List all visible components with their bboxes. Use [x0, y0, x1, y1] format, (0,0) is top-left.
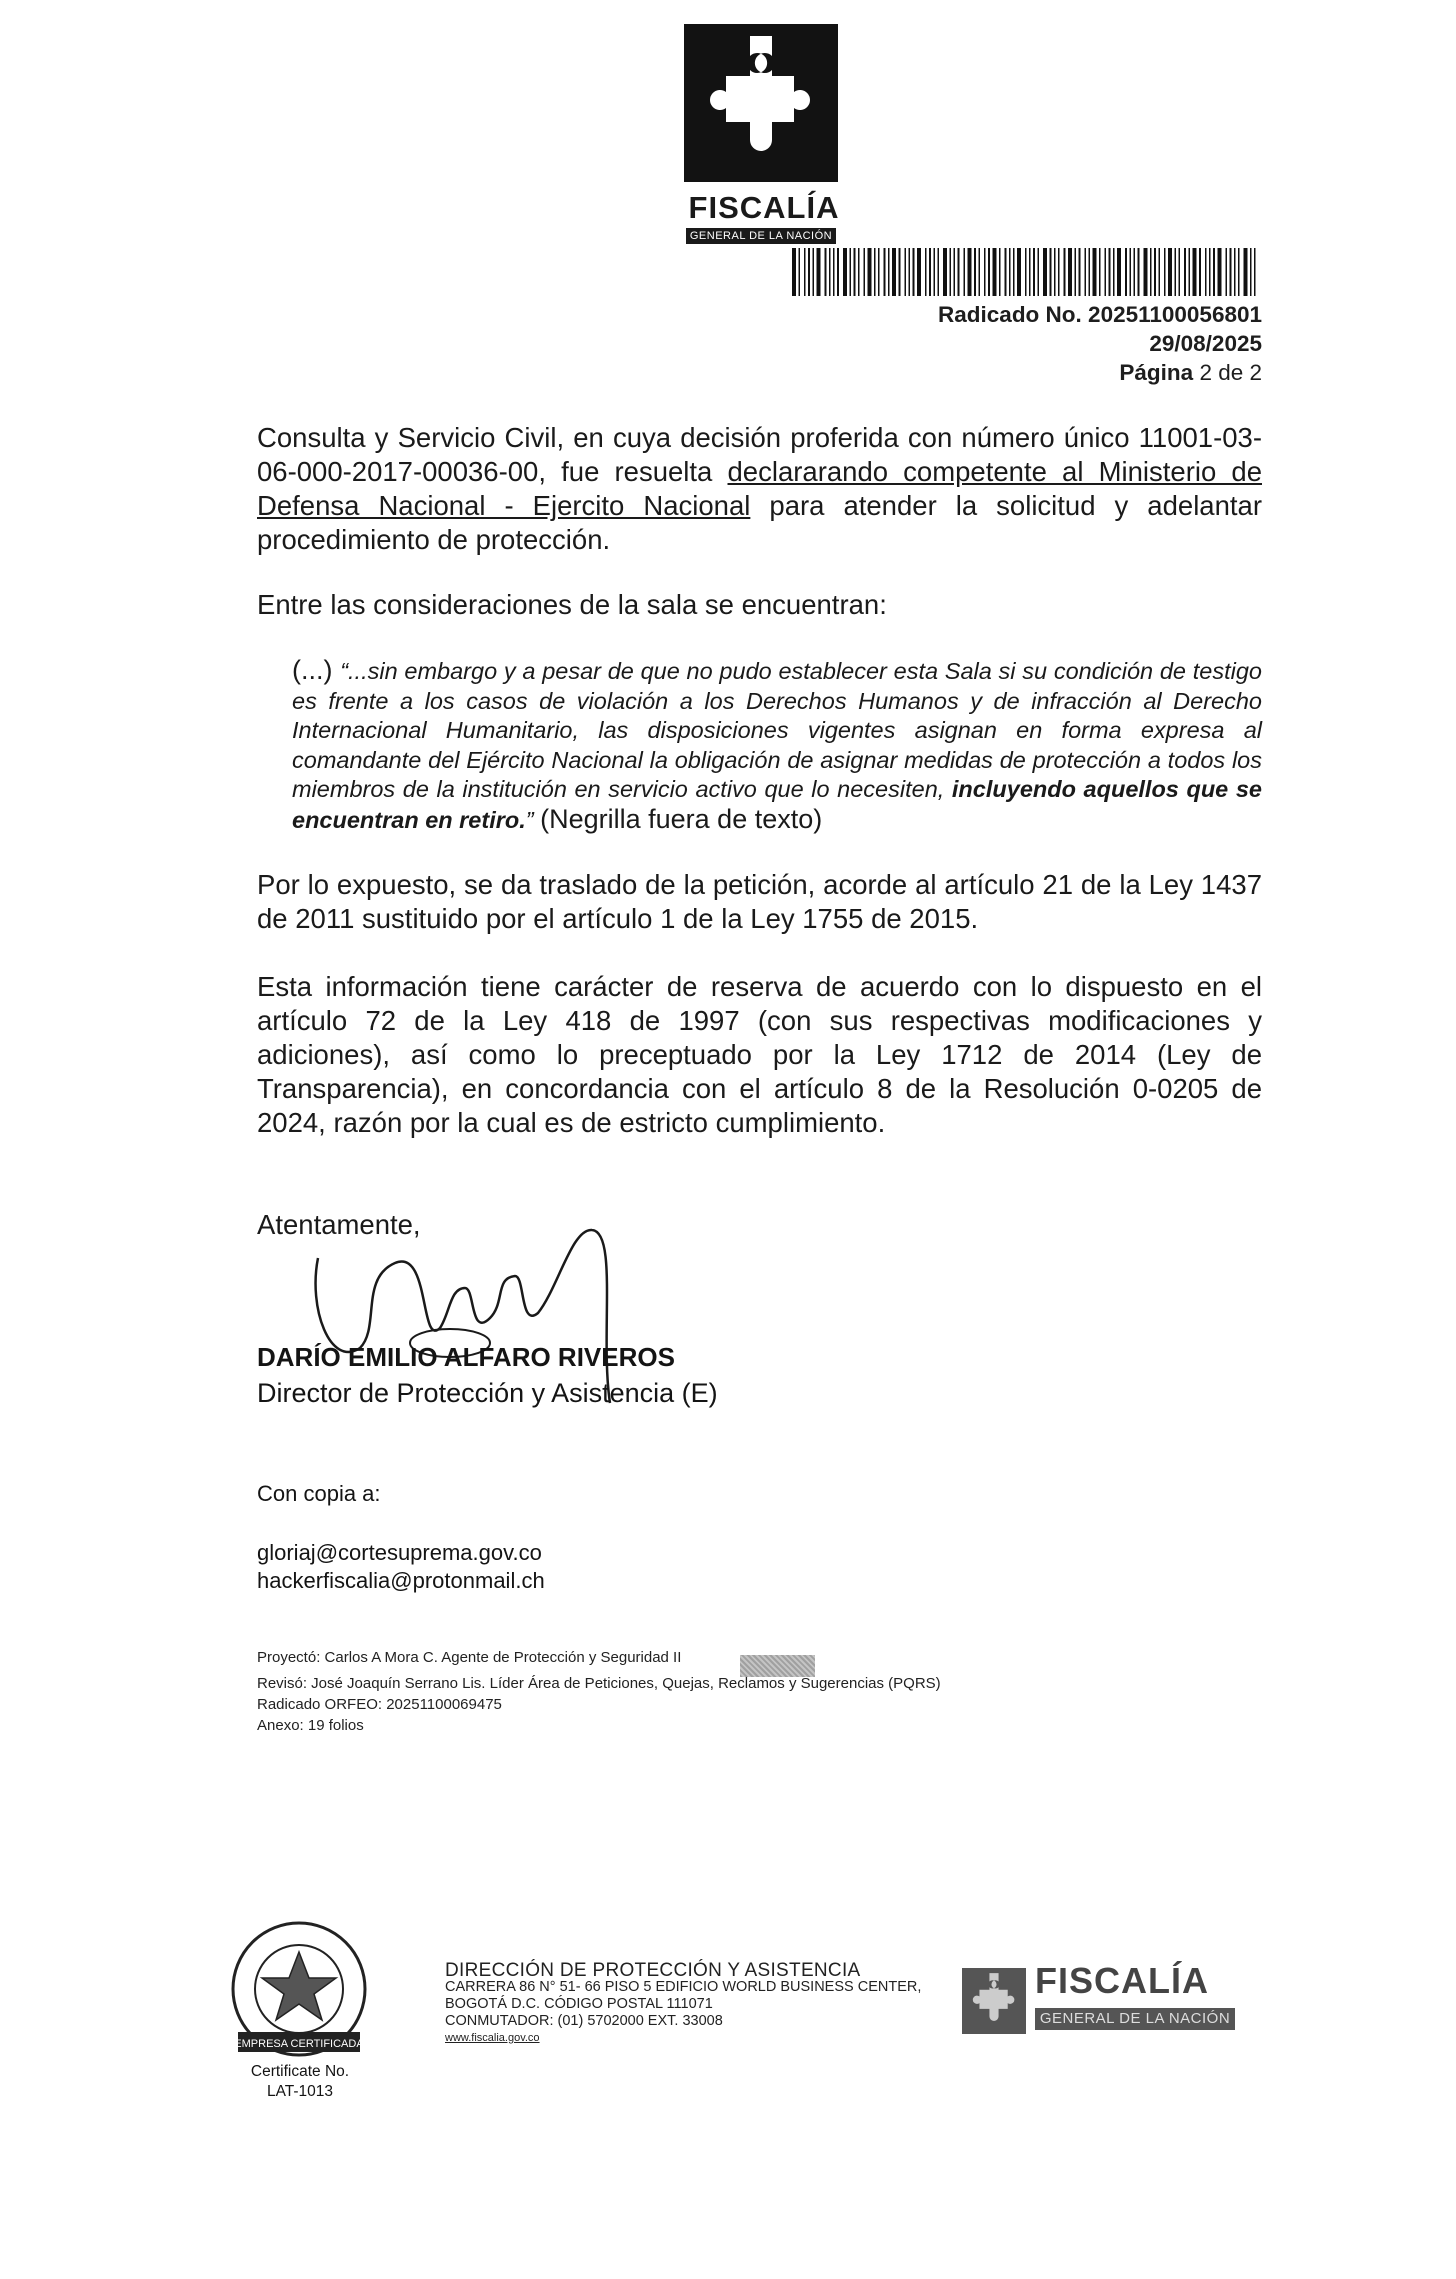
- quote-bold: incluyendo aquellos que se encuentran en retiro.: [292, 776, 1262, 833]
- salutation: Atentamente,: [257, 1209, 421, 1240]
- copy-email-1: gloriaj@cortesuprema.gov.co: [257, 1540, 542, 1565]
- svg-text:EMPRESA CERTIFICADA: EMPRESA CERTIFICADA: [234, 2038, 364, 2050]
- barcode-icon: [792, 248, 1262, 296]
- footer-address: DIRECCIÓN DE PROTECCIÓN Y ASISTENCIA CARRERA 86 N° 51- 66 PISO 5 EDIFICIO WORLD BUSINESS CENTER, BOGOTÁ D.C. CÓDIGO POSTAL 111071 CONMUTADOR: (01) 5702000 EXT. 33008 www.fiscalia.gov.co: [445, 1962, 921, 2047]
- radicado-block: [800, 300, 1262, 387]
- logo-wordmark: FISCALÍA: [688, 190, 840, 225]
- copies-label: Con copia a:: [257, 1481, 381, 1506]
- note-anexo: Anexo: 19 folios: [257, 1717, 364, 1734]
- certification-seal-icon: [230, 1920, 368, 2058]
- note-radicado-orfeo: Radicado ORFEO: 20251100069475: [257, 1696, 502, 1713]
- logo-subtitle: GENERAL DE LA NACIÓN: [686, 228, 836, 244]
- fiscalia-logo: [684, 24, 838, 182]
- underlined-text: declararando competente al Ministerio de Defensa Nacional - Ejercito Nacional: [257, 456, 1262, 521]
- copy-email-2: hackerfiscalia@protonmail.ch: [257, 1568, 545, 1593]
- footer-logo-subtitle: GENERAL DE LA NACIÓN: [1035, 2008, 1235, 2030]
- note-proyecto: Proyectó: Carlos A Mora C. Agente de Protección y Seguridad II: [257, 1649, 682, 1666]
- puzzle-logo-icon: [684, 24, 838, 182]
- radicado-number: Radicado No. 20251100056801: [938, 302, 1262, 327]
- quote-note: (Negrilla fuera de texto): [540, 803, 823, 834]
- footer-logo-wordmark: FISCALÍA: [1035, 1960, 1209, 2001]
- note-reviso: Revisó: José Joaquín Serrano Lis. Líder Área de Peticiones, Quejas, Reclamos y Sugerencias (PQRS): [257, 1675, 941, 1692]
- paragraph-4: Esta información tiene carácter de reserva de acuerdo con lo dispuesto en el artículo 72 de la Ley 418 de 1997 (con sus respectivas modificaciones y adiciones), así como lo preceptuado por la Ley 1712 de 2014 (Ley de Transparencia), en concordancia con el artículo 8 de la Resolución 0-0205 de 2024, razón por la cual es de estricto cumplimiento.: [257, 971, 1262, 1138]
- quote-block: (...) “...sin embargo y a pesar de que no pudo establecer esta Sala si su condición de testigo es frente a los casos de violación a los Derechos Humanos y de infracción al Derecho Internacional Humanitario, las disposiciones vigentes asignan en forma expresa al comandante del Ejército Nacional la obligación de asignar medidas de protección a todos los miembros de la institución en servicio activo que lo necesiten, incluyendo aquellos que se encuentran en retiro.” (Negrilla fuera de texto): [292, 655, 1262, 834]
- signer-name: DARÍO EMILIO ALFARO RIVEROS: [257, 1342, 675, 1372]
- paragraph-2: Entre las consideraciones de la sala se encuentran:: [257, 589, 887, 620]
- radicado-date: 29/08/2025: [1149, 331, 1262, 356]
- signer-title: Director de Protección y Asistencia (E): [257, 1378, 718, 1408]
- certificate-info: Certificate No. LAT-1013: [250, 2063, 350, 2100]
- paragraph-1: Consulta y Servicio Civil, en cuya decisión proferida con número único 11001-03-06-000-2017-00036-00, fue resuelta declararando competente al Ministerio de Defensa Nacional - Ejercito Nacional para atender la solicitud y adelantar procedimiento de protección.: [257, 422, 1262, 555]
- footer-logo-icon: [962, 1968, 1026, 2034]
- paragraph-3: Por lo expuesto, se da traslado de la petición, acorde al artículo 21 de la Ley 1437 de 2011 sustituido por el artículo 1 de la Ley 1755 de 2015.: [257, 869, 1262, 934]
- page-indicator: Página 2 de 2: [1119, 360, 1262, 385]
- footer-department: DIRECCIÓN DE PROTECCIÓN Y ASISTENCIA: [445, 1960, 861, 1981]
- footer-website-link[interactable]: www.fiscalia.gov.co: [445, 2032, 540, 2044]
